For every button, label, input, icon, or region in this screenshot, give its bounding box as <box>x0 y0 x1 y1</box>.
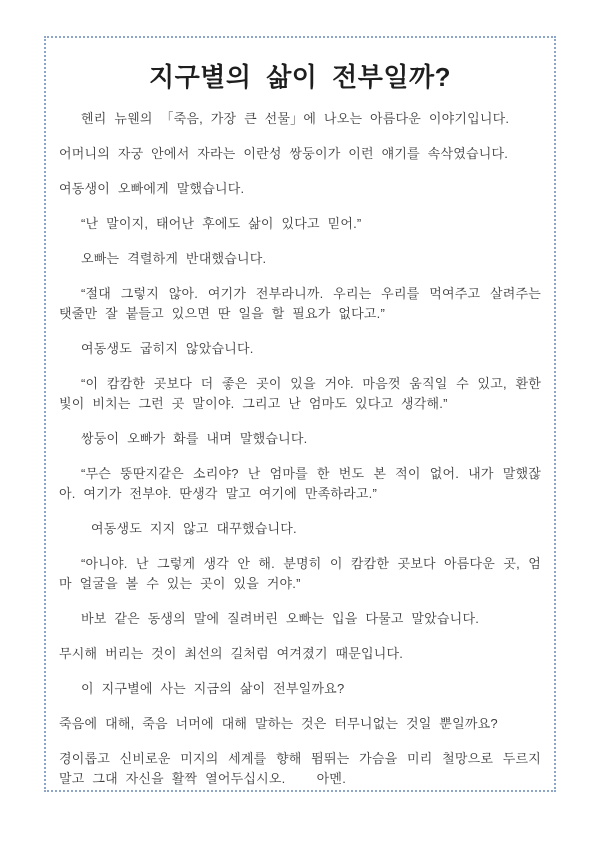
paragraph-narration: 여동생이 오빠에게 말했습니다. <box>59 181 245 196</box>
paragraph-sister-quote: “이 캄캄한 곳보다 더 좋은 곳이 있을 거야. 마음껏 움직일 수 있고, 환한 빛이 비치는 그런 곳 말이야. 그리고 난 엄마도 있다고 생각해.” <box>59 376 541 411</box>
document-title: 지구별의 삶이 전부일까? <box>149 62 451 92</box>
paragraph-brother-quote: “무슨 뚱딴지같은 소리야? 난 엄마를 한 번도 본 적이 없어. 내가 말했잖아. 여기가 전부야. 딴생각 말고 여기에 만족하라고.” <box>59 466 541 501</box>
paragraph-narration: 무시해 버리는 것이 최선의 길처럼 여겨졌기 때문입니다. <box>59 646 404 661</box>
paragraph-narration: 여동생도 굽히지 않았습니다. <box>81 341 254 356</box>
paragraph-intro: 헨리 뉴웬의 「죽음, 가장 큰 선물」에 나오는 아름다운 이야기입니다. <box>81 111 510 126</box>
paragraph-closing: 경이롭고 신비로운 미지의 세계를 향해 뜀뛰는 가슴을 미리 철망으로 두르지 말고 그대 자신을 활짝 열어두십시오. 아멘. <box>59 751 541 786</box>
paragraph-narration: 바보 같은 동생의 말에 질려버린 오빠는 입을 다물고 말았습니다. <box>81 611 480 626</box>
paragraph-question: 죽음에 대해, 죽음 너머에 대해 말하는 것은 터무니없는 것일 뿐일까요? <box>59 716 498 731</box>
paragraph-sister-quote: “아니야. 난 그렇게 생각 안 해. 분명히 이 캄캄한 곳보다 아름다운 곳, 엄마 얼굴을 볼 수 있는 곳이 있을 거야.” <box>59 556 541 591</box>
paragraph-narration: 오빠는 격렬하게 반대했습니다. <box>81 251 267 266</box>
paragraph-narration: 여동생도 지지 않고 대꾸했습니다. <box>91 521 297 536</box>
paragraph-setting: 어머니의 자궁 안에서 자라는 이란성 쌍둥이가 이런 얘기를 속삭였습니다. <box>59 146 509 161</box>
paragraph-narration: 쌍둥이 오빠가 화를 내며 말했습니다. <box>81 431 308 446</box>
paragraph-brother-quote: “절대 그렇지 않아. 여기가 전부라니까. 우리는 우리를 먹여주고 살려주는 탯줄만 잘 붙들고 있으면 딴 일을 할 필요가 없다고.” <box>59 286 541 321</box>
paragraph-question: 이 지구별에 사는 지금의 삶이 전부일까요? <box>81 681 345 696</box>
paragraph-sister-quote: “난 말이지, 태어난 후에도 삶이 있다고 믿어.” <box>81 216 362 231</box>
document-border-frame <box>44 36 556 792</box>
